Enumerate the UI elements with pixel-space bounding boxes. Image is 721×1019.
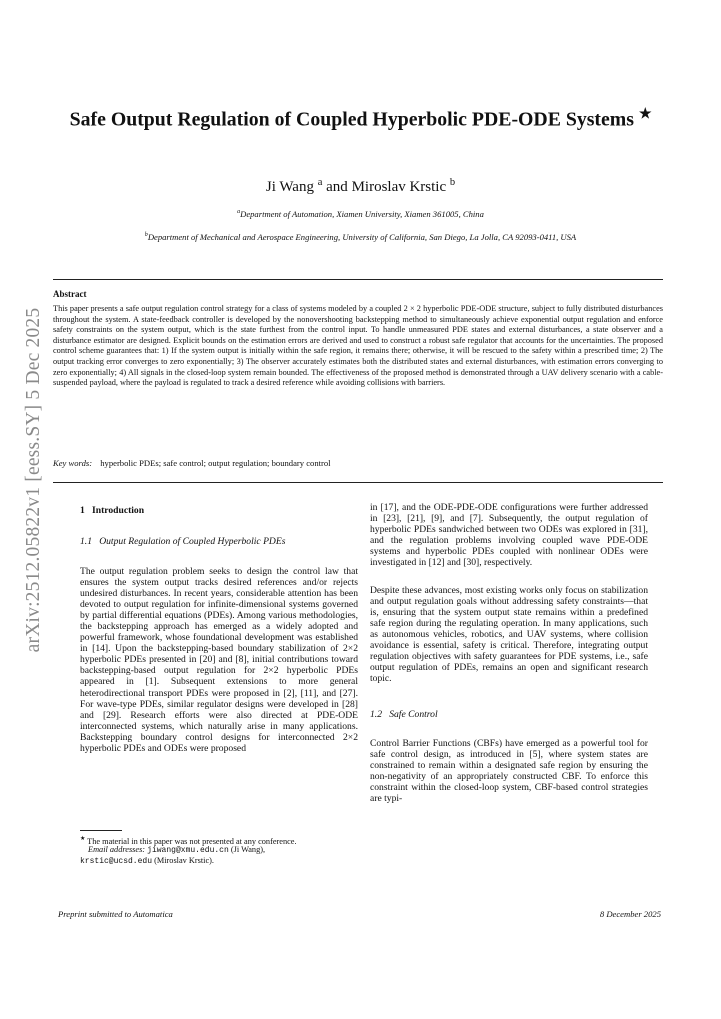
footer-journal: Preprint submitted to Automatica	[58, 909, 173, 919]
subsection-1-1-title: Output Regulation of Coupled Hyperbolic PDEs	[99, 536, 286, 547]
footer-date: 8 December 2025	[599, 909, 661, 919]
abstract-text: This paper presents a safe output regulation control strategy for a class of systems modeled by a coupled 2 × 2 hyperbolic PDE-ODE structure, subject to fully distributed disturbances throughout the system. A state-feedback controller is developed by the nonovershooting backstepping method to simultaneously achieve exponential output regulation and enforce safety constraints on the system output, which is the state furthest from the control input. To handle unmeasured PDE states and external disturbances, a state observer and a disturbance estimator are designed. Explicit bounds on the estimation errors are derived and used to construct a robust safe regulator that accounts for the uncertainties. The proposed control scheme guarantees that: 1) If the system output is initially within the safe region, it remains there; otherwise, it will be rescued to the safety within a prescribed time; 2) The output tracking error converges to zero exponentially; 3) The observer accurately estimates both the distributed states and external disturbances, with estimation errors converging to zero exponentially; 4) All signals in the closed-loop system remain bounded. The effectiveness of the proposed method is demonstrated through a UAV delivery scenario with a cable-suspended payload, where the payload is regulated to track a desired reference while avoiding collisions with barriers.	[53, 304, 663, 388]
paper-title-text: Safe Output Regulation of Coupled Hyperbolic PDE-ODE Systems	[69, 108, 634, 131]
paragraph-right-3: Control Barrier Functions (CBFs) have emerged as a powerful tool for safe control design, as introduced in [5], where system states are constrained to remain within a designated safe region by ensuring the non-negativity of an appropriately constructed CBF. To enforce this constraint within the closed-loop system, CBF-based control strategies are typi-	[370, 738, 648, 805]
affiliation-a-mark: a	[237, 209, 241, 216]
author-connector: and	[326, 179, 348, 195]
affiliation-b-mark: b	[144, 232, 148, 239]
section-1-heading	[80, 505, 358, 516]
subsection-1-2-number: 1.2	[370, 709, 382, 720]
author-2: Miroslav Krstic	[351, 179, 447, 195]
email-ji-wang: jiwang@xmu.edu.cn	[147, 846, 229, 855]
subsection-1-2-title: Safe Control	[389, 709, 438, 720]
footnote-rule	[80, 830, 122, 831]
paragraph-right-1: in [17], and the ODE-PDE-ODE configurations were further addressed in [23], [21], [9], and [7]. Subsequently, the output regulation of hyperbolic PDEs sandwiched between two ODEs was explored in [31], and the regulation problems involving coupled wave PDE-ODE systems and hyperbolic PDEs coupled with nonlinear ODEs were investigated in [12] and [30], respectively.	[370, 502, 648, 569]
affiliation-b-text: Department of Mechanical and Aerospace Engineering, University of California, San Diego, La Jolla, CA 92093-0411, USA	[147, 232, 577, 242]
title-footnote-star: ★	[638, 106, 652, 121]
section-1-number: 1	[80, 505, 85, 516]
footnote-conference-text: The material in this paper was not presented at any conference.	[87, 836, 297, 846]
paper-title	[0, 106, 721, 132]
subsection-1-1-number: 1.1	[80, 536, 92, 547]
section-1-title: Introduction	[92, 505, 145, 516]
abstract-top-rule	[53, 279, 663, 280]
arxiv-identifier-text: arXiv:2512.05822v1 [eess.SY] 5 Dec 2025	[23, 307, 44, 653]
author-line	[0, 177, 721, 196]
arxiv-identifier-sidebar	[20, 290, 48, 670]
paragraph-right-2: Despite these advances, most existing works only focus on stabilization and output regulation goals without addressing safety constraints—that is, ensuring that the system output state remains within a predefined safe region during the regulating operation. In many applications, such as autonomous vehicles, robotics, and UAV systems, where collision avoidance is essential, safety is critical. Therefore, integrating output regulation objectives with safety guarantees for PDE systems, i.e., safe output regulation of PDEs, remains an open and significant research topic.	[370, 585, 648, 685]
keywords	[53, 458, 331, 468]
affiliation-a	[0, 209, 721, 219]
email-addresses-label: Email addresses:	[88, 845, 146, 854]
abstract-bottom-rule	[53, 482, 663, 483]
author-1: Ji Wang	[265, 179, 314, 195]
author-2-affiliation-mark: b	[449, 177, 456, 188]
footnote-star: ★	[80, 836, 86, 842]
keywords-label: Key words:	[53, 458, 93, 468]
affiliation-a-text: Department of Automation, Xiamen University, Xiamen 361005, China	[240, 209, 484, 219]
subsection-1-2-heading	[370, 709, 648, 720]
subsection-1-1-heading	[80, 536, 358, 547]
email-ji-wang-name: (Ji Wang),	[230, 845, 266, 854]
paragraph-left-1: The output regulation problem seeks to design the control law that ensures the system output tracks desired references and/or rejects undesired disturbances. In recent years, considerable attention has been devoted to output regulation for infinite-dimensional systems governed by partial differential equations (PDEs). Among various methodologies, the backstepping approach has emerged as a widely adopted and powerful framework, whose foundational development was established in [14]. Upon the backstepping-based boundary stabilization of 2×2 hyperbolic PDEs presented in [20] and [8], initial contributions toward backstepping-based output regulation for 2×2 hyperbolic PDEs appeared in [1]. Subsequent extensions to more general heterodirectional transport PDEs were proposed in [2], [11], and [27]. For wave-type PDEs, similar regulator designs were developed in [28] and [29]. Research efforts were also directed at PDE-ODE interconnected systems, which naturally arise in many applications. Backstepping boundary control designs for interconnected 2×2 hyperbolic PDEs and ODEs were proposed	[80, 566, 358, 754]
email-krstic: krstic@ucsd.edu	[80, 857, 153, 866]
keywords-text: hyperbolic PDEs; safe control; output regulation; boundary control	[100, 458, 331, 468]
affiliation-b	[0, 232, 721, 242]
footnote-emails-line-2	[80, 856, 360, 867]
abstract-heading: Abstract	[53, 289, 87, 299]
author-1-affiliation-mark: a	[317, 177, 323, 188]
footnote-emails-line-1	[80, 845, 368, 856]
email-krstic-name: (Miroslav Krstic).	[154, 856, 215, 865]
